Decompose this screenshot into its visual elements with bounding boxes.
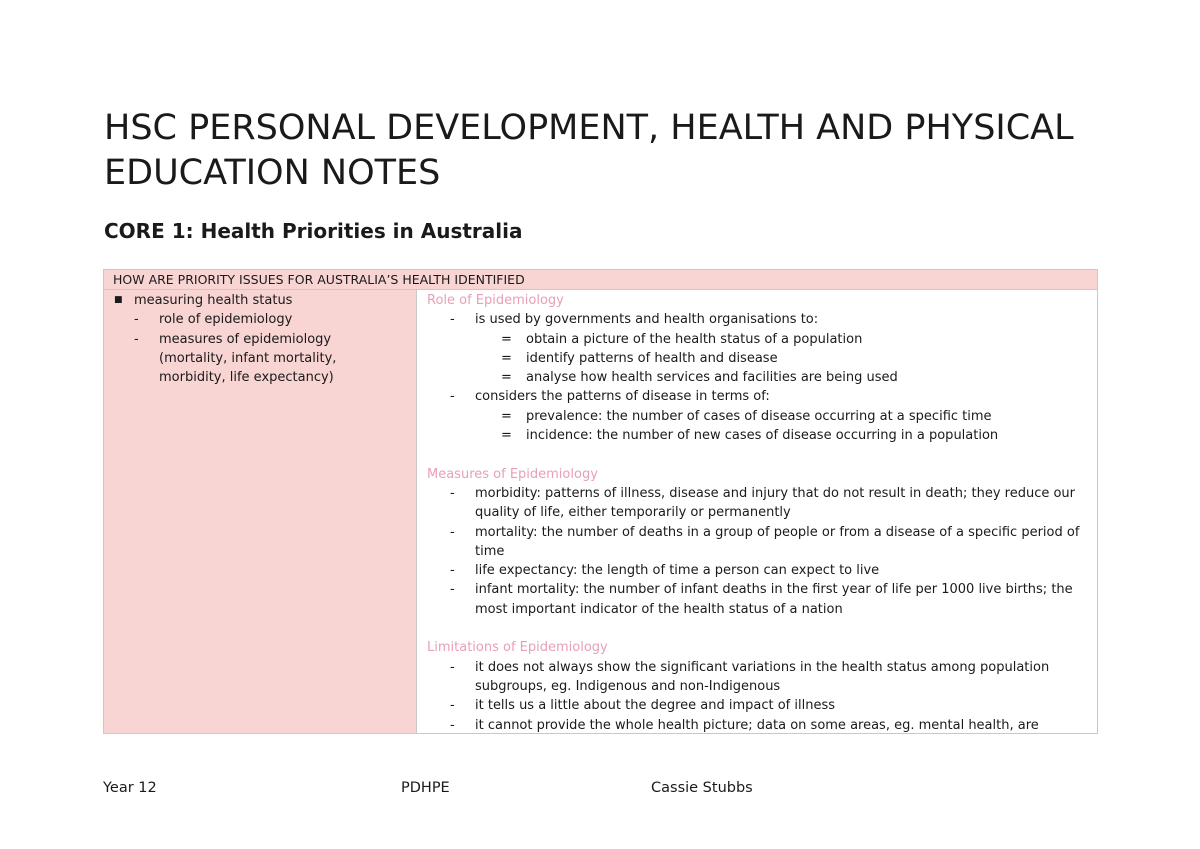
list-item: = prevalence: the number of cases of disease occurring at a specific time bbox=[501, 408, 992, 424]
footer-author: Cassie Stubbs bbox=[651, 780, 753, 796]
measures-heading: Measures of Epidemiology bbox=[427, 466, 598, 482]
list-item: - life expectancy: the length of time a person can expect to live bbox=[450, 563, 880, 579]
section-heading: CORE 1: Health Priorities in Australia bbox=[104, 219, 523, 243]
list-item: - morbidity: patterns of illness, disease and injury that do not result in death; they reduce our quality of life, either temporarily or permanently bbox=[450, 485, 1076, 521]
table-body bbox=[104, 290, 1097, 733]
list-item: = analyse how health services and facilities are being used bbox=[501, 370, 898, 386]
list-item: = identify patterns of health and disease bbox=[501, 350, 778, 366]
list-item: - mortality: the number of deaths in a group of people or from a disease of a specific period of time bbox=[450, 524, 1080, 559]
list-item: = incidence: the number of new cases of disease occurring in a population bbox=[501, 428, 999, 444]
list-item: - measures of epidemiology (mortality, infant mortality, morbidity, life expectancy) bbox=[134, 331, 337, 386]
list-item: - it cannot provide the whole health picture; data on some areas, eg. mental health, are bbox=[450, 717, 1039, 733]
square-bullet-icon: ■ bbox=[114, 295, 123, 305]
syllabus-column bbox=[104, 290, 417, 733]
footer-year: Year 12 bbox=[103, 780, 157, 796]
list-item: - it tells us a little about the degree and impact of illness bbox=[450, 698, 836, 714]
notes-column bbox=[417, 290, 1097, 733]
list-item: - role of epidemiology bbox=[134, 312, 293, 328]
notes-table bbox=[103, 269, 1098, 734]
limitations-heading: Limitations of Epidemiology bbox=[427, 640, 608, 656]
list-item: ■ measuring health status bbox=[104, 291, 416, 310]
role-heading: Role of Epidemiology bbox=[427, 293, 564, 308]
document-title: HSC PERSONAL DEVELOPMENT, HEALTH AND PHYSICAL EDUCATION NOTES bbox=[104, 108, 1074, 193]
footer-subject: PDHPE bbox=[401, 780, 450, 796]
list-item: - infant mortality: the number of infant deaths in the first year of life per 1000 live births; the most important indicator of the health status of a nation bbox=[450, 582, 1073, 617]
list-item: = obtain a picture of the health status of a population bbox=[501, 331, 863, 347]
list-item: - it does not always show the significant variations in the health status among population subgroups, eg. Indigenous and non-Indigenous bbox=[450, 659, 1050, 694]
list-item: - considers the patterns of disease in terms of: bbox=[450, 389, 770, 405]
table-header: HOW ARE PRIORITY ISSUES FOR AUSTRALIA’S HEALTH IDENTIFIED bbox=[104, 270, 1097, 290]
list-item: - is used by governments and health organisations to: bbox=[450, 312, 819, 328]
